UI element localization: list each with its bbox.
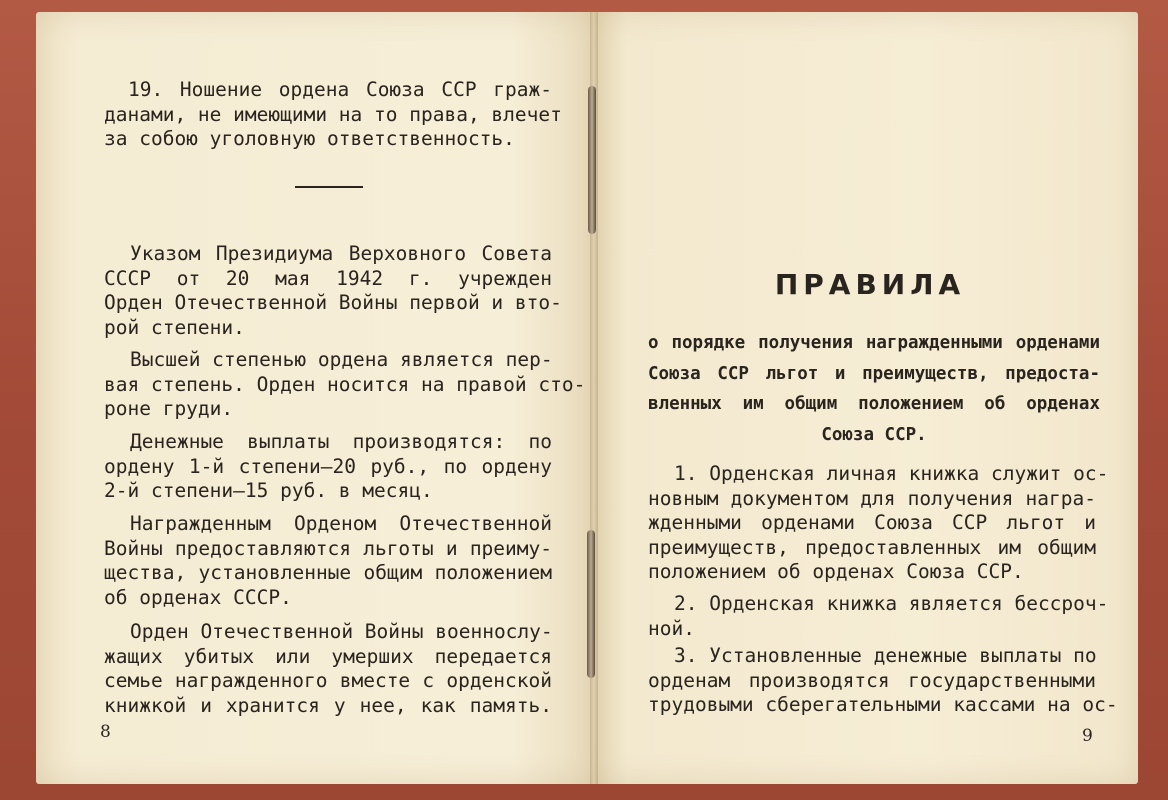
text-line: Награжденным Орденом Отечественной	[130, 512, 552, 535]
subtitle-line: о порядке получения награжденными орденами	[648, 333, 1100, 353]
text-line: Высшей степенью ордена является пер-	[130, 348, 553, 371]
subtitle-line: Союза ССР льгот и преимуществ, предоста-	[648, 363, 1100, 384]
text-line: ной.	[648, 616, 695, 640]
text-line: 3. Установленные денежные выплаты по	[674, 644, 1097, 667]
text-line: семье награжденного вместе с орденской	[104, 669, 552, 693]
text-line: 2-й степени—15 руб. в месяц.	[104, 479, 433, 503]
text-line: жденными орденами Союза ССР льгот и	[648, 511, 1096, 535]
text-line: роне груди.	[104, 397, 234, 421]
text-line: Денежные выплаты производятся: по	[130, 430, 552, 453]
text-line: Войны предоставляются льготы и преиму-	[104, 536, 552, 560]
staple-top	[588, 86, 596, 234]
payments-paragraph	[104, 430, 552, 504]
rule-2	[648, 592, 1109, 641]
text-line: трудовыми сберегательными кассами на ос-	[648, 693, 1118, 717]
text-line: жащих убитых или умерших передается	[104, 644, 552, 668]
text-line: книжкой и хранится у нее, как память.	[104, 693, 552, 717]
text-line: данами, не имеющими на то права, влечет	[104, 102, 562, 126]
text-line: преимуществ, предоставленных им общим	[648, 535, 1096, 559]
text-line: орденам производятся государственными	[648, 668, 1096, 692]
text-line: СССР от 20 мая 1942 г. учрежден	[104, 266, 552, 290]
rules-title: ПРАВИЛА	[774, 268, 966, 301]
benefits-paragraph	[104, 512, 552, 610]
text-line: об орденах СССР.	[104, 585, 292, 609]
page-number-right: 9	[1082, 726, 1093, 746]
text-line: Орден Отечественной Войны первой и вто-	[104, 291, 562, 315]
text-line: 19. Ношение ордена Союза ССР граж-	[128, 78, 552, 101]
text-line: Орден Отечественной Войны военнослу-	[130, 620, 553, 643]
memory-paragraph	[104, 620, 552, 718]
text-line: вая степень. Орден носится на правой сто-	[104, 372, 586, 396]
text-line: положением об орденах Союза ССР.	[648, 560, 1024, 584]
text-line: ордену 1-й степени—20 руб., по ордену	[104, 454, 552, 478]
decree-paragraph	[104, 242, 562, 340]
text-line: рой степени.	[104, 315, 245, 339]
paragraph-19	[104, 78, 562, 152]
section-divider	[295, 186, 363, 188]
text-line: за собою уголовную ответственность.	[104, 127, 515, 151]
page-number-left: 8	[100, 722, 111, 742]
text-line: щества, установленные общим положением	[104, 561, 552, 585]
rule-3	[648, 644, 1118, 718]
staple-bottom	[587, 530, 595, 678]
subtitle-line: Союза ССР.	[821, 424, 927, 445]
subtitle-line: вленных им общим положением об орденах	[648, 394, 1100, 414]
text-line: 1. Орденская личная книжка служит ос-	[674, 462, 1109, 485]
text-line: Указом Президиума Верховного Совета	[130, 242, 552, 265]
rules-subtitle	[648, 328, 1100, 450]
text-line: новным документом для получения награ-	[648, 486, 1096, 510]
rule-1	[648, 462, 1109, 585]
text-line: 2. Орденская книжка является бессроч-	[674, 592, 1109, 615]
degree-paragraph	[104, 348, 586, 422]
